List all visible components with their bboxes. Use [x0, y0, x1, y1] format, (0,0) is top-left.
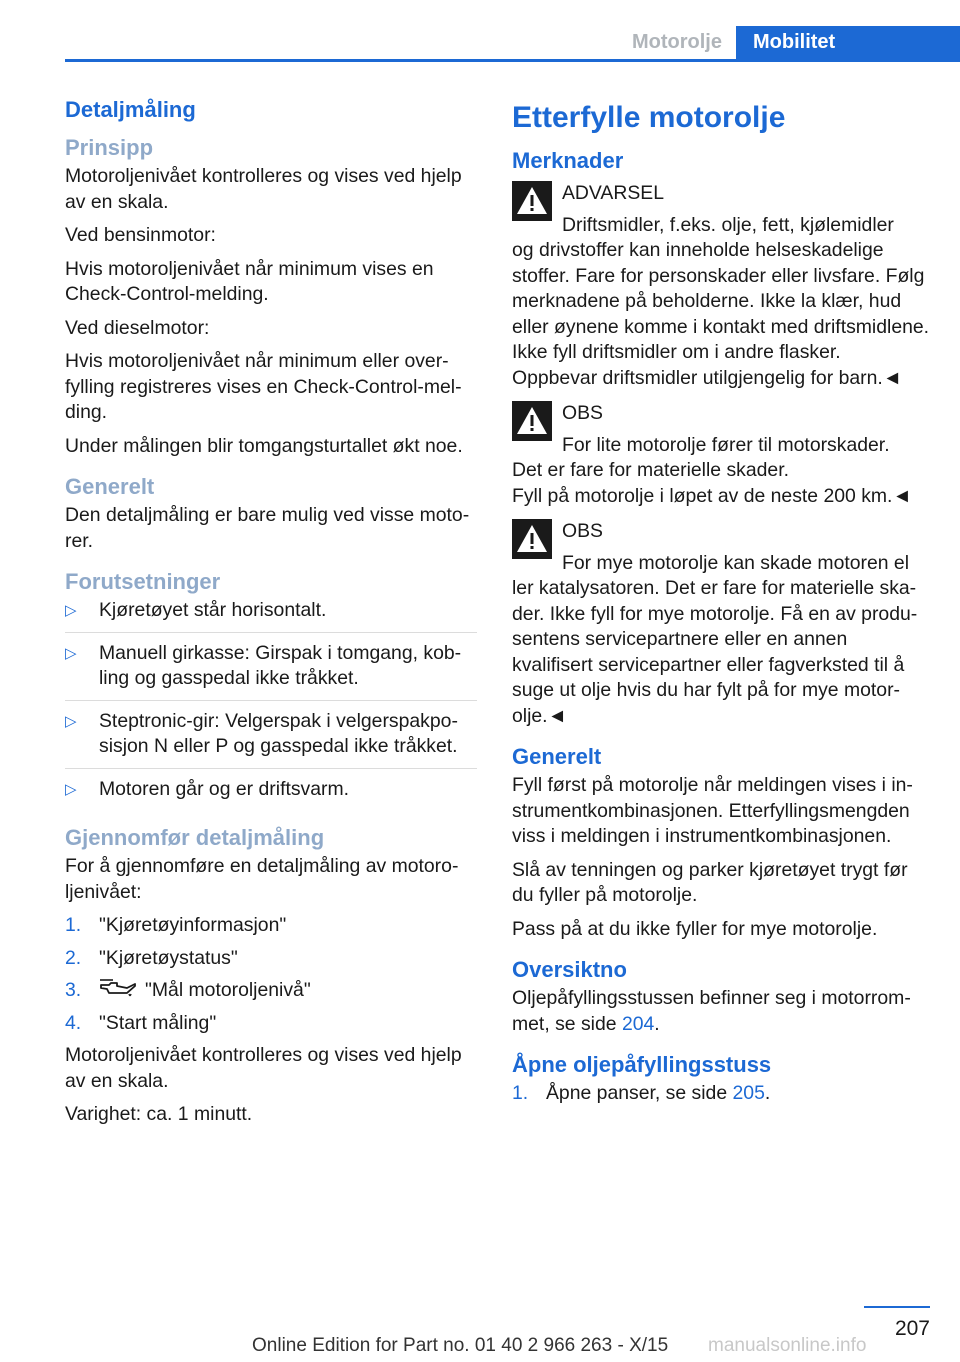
warning-label: ADVARSEL [562, 182, 665, 204]
edition-footer: Online Edition for Part no. 01 40 2 966 263 - X/15 [252, 1335, 669, 1356]
list-item-text: Motoren går og er driftsvarm. [99, 777, 350, 800]
page-number: 207 [894, 1317, 930, 1340]
heading-gjennomfor: Gjennomfør detaljmåling [65, 825, 325, 850]
triangle-bullet-icon: ▷ [65, 602, 77, 619]
prerequisites-list [65, 598, 477, 810]
step-text: "Start måling" [99, 1011, 217, 1034]
list-item-text: Manuell girkasse: Girspak i tomgang, kobling og gasspedal ikke tråkket. [99, 641, 462, 689]
list-item [65, 777, 477, 811]
paragraph: Pass på at du ikke fyller for mye motorolje. [512, 917, 878, 940]
paragraph: Motoroljenivået kontrolleres og vises ved hjelp av en skala. [65, 165, 462, 213]
paragraph: Hvis motoroljenivået når minimum eller overfylling registreres vises en Check-Control-melding. [65, 350, 462, 423]
heading-generelt: Generelt [65, 474, 155, 499]
list-item [65, 598, 477, 633]
oil-can-icon [99, 979, 137, 999]
left-column [65, 96, 477, 1136]
header-rule [65, 59, 960, 62]
paragraph [512, 986, 930, 1037]
step-item [65, 1011, 477, 1037]
paragraph-text: Oljepåfyllingsstussen befinner seg i motorrommet, se side [512, 987, 911, 1035]
step-item [65, 913, 477, 939]
list-item-text: Kjøretøyet står horisontalt. [99, 599, 327, 621]
step-item [65, 946, 477, 972]
chapter-tab-mobilitet[interactable]: Mobilitet [736, 26, 960, 62]
step-suffix: . [764, 1082, 771, 1104]
heading-merknader: Merknader [512, 148, 624, 173]
warning-text: Fyll på motorolje i løpet av de neste 200 km.◄ [512, 484, 912, 507]
open-filler-steps [512, 1081, 930, 1107]
page-link-205[interactable]: 205 [732, 1082, 765, 1104]
paragraph: Varighet: ca. 1 minutt. [65, 1103, 253, 1125]
warning-label: OBS [562, 402, 603, 424]
warning-label: OBS [562, 520, 603, 542]
watermark: manualsonline.info [708, 1335, 867, 1356]
heading-oversiktno: Oversiktno [512, 957, 627, 982]
warning-first-line: For lite motorolje fører til motorskader. [562, 433, 890, 456]
warning-text: og drivstoffer kan inneholde helseskadelige stoffer. Fare for personskader eller livsfare. Følg merknadene på beholderne. Ikke la klær, hud eller øynene komme i kontakt med driftsmidlene. Ikke fyll driftsmidler om i andre flasker. Oppbevar driftsmidler utilgjengelig for barn.◄ [512, 239, 930, 389]
step-item [512, 1081, 930, 1107]
page-link-204[interactable]: 204 [621, 1012, 655, 1035]
paragraph: Slå av tenningen og parker kjøretøyet trygt før du fyller på motorolje. [512, 858, 908, 906]
warning-triangle-icon [512, 519, 552, 559]
paragraph: Den detaljmåling er bare mulig ved visse motorer. [65, 504, 470, 552]
step-item [65, 978, 477, 1004]
step-text: Åpne panser, se side [546, 1082, 733, 1104]
paragraph: Ved bensinmotor: [65, 224, 216, 246]
heading-generelt-right: Generelt [512, 744, 602, 769]
heading-apne-oljepafyllingsstuss: Åpne oljepåfyllingsstuss [512, 1052, 772, 1077]
warning-first-line: For mye motorolje kan skade motoren el [562, 551, 910, 574]
section-title-etterfylle: Etterfylle motorolje [512, 101, 786, 134]
paragraph-suffix: . [654, 1012, 660, 1035]
paragraph: Under målingen blir tomgangsturtallet økt noe. [65, 434, 463, 457]
step-number: 1. [65, 914, 82, 936]
list-item [65, 709, 477, 769]
step-number: 4. [65, 1011, 82, 1034]
warning-box [512, 181, 930, 391]
step-number: 1. [512, 1082, 529, 1104]
heading-forutsetninger: Forutsetninger [65, 569, 221, 594]
page-header [65, 26, 960, 62]
paragraph: Hvis motoroljenivået når minimum vises en Check-Control-melding. [65, 257, 434, 305]
section-tab-motorolje[interactable]: Motorolje [632, 31, 722, 53]
paragraph: Ved dieselmotor: [65, 316, 210, 339]
heading-prinsipp: Prinsipp [65, 135, 154, 160]
footer-rule [864, 1306, 930, 1308]
list-item [65, 641, 477, 701]
triangle-bullet-icon: ▷ [65, 644, 77, 662]
warning-text: ler katalysatoren. Det er fare for materielle skader. Ikke fyll for mye motorolje. Få en av produsentens servicepartnere eller en annen kvalifisert servicepartner eller fagverksted til å suge ut olje hvis du har fylt på for mye motorolje.◄ [512, 577, 918, 727]
paragraph: Motoroljenivået kontrolleres og vises ved hjelp av en skala. [65, 1044, 462, 1092]
warning-triangle-icon [512, 181, 552, 221]
list-item-text: Steptronic-gir: Velgerspak i velgerspakposisjon N eller P og gasspedal ikke tråkket. [99, 709, 458, 757]
triangle-bullet-icon: ▷ [65, 712, 77, 730]
step-number: 2. [65, 946, 82, 969]
paragraph: For å gjennomføre en detaljmåling av motoroljenivået: [65, 855, 459, 903]
warning-box [512, 401, 930, 509]
paragraph: Fyll først på motorolje når meldingen vises i instrumentkombinasjonen. Etterfyllingsmengden viss i meldingen i instrumentkombinasjonen. [512, 774, 913, 847]
warning-first-line: Driftsmidler, f.eks. olje, fett, kjølemidler [562, 213, 894, 236]
step-number: 3. [65, 979, 82, 1001]
triangle-bullet-icon: ▷ [65, 780, 77, 798]
right-column [512, 96, 930, 1114]
warning-triangle-icon [512, 401, 552, 441]
measurement-steps [65, 913, 477, 1036]
step-text: "Kjøretøyinformasjon" [99, 914, 287, 936]
step-text: "Kjøretøystatus" [99, 946, 238, 969]
step-text: "Mål motoroljenivå" [145, 979, 311, 1001]
warning-box [512, 519, 930, 729]
section-title-detaljmaling: Detaljmåling [65, 97, 196, 122]
warning-text: Det er fare for materielle skader. [512, 459, 789, 481]
